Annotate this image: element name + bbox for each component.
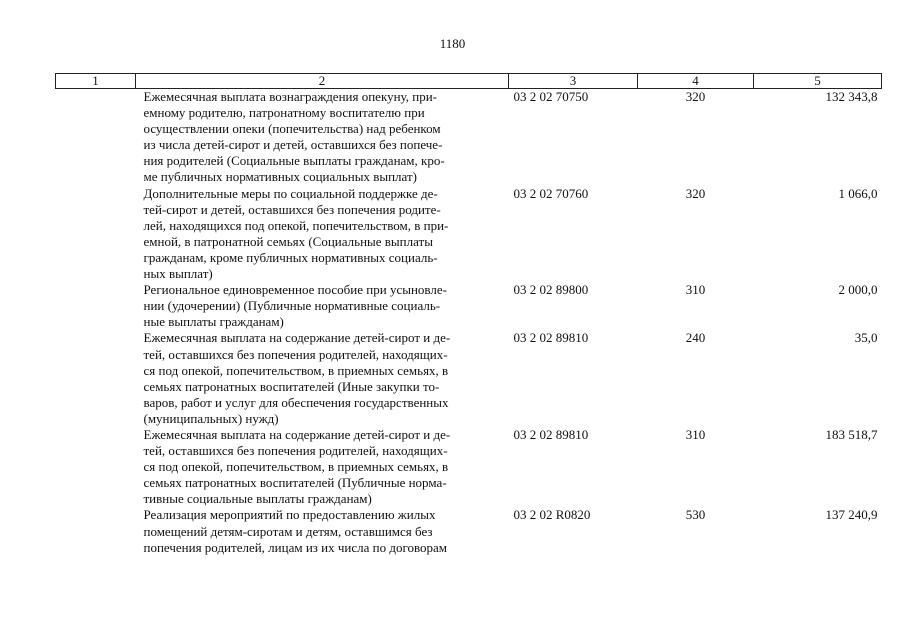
table-body <box>56 89 882 556</box>
row-name-line: гражданам, кроме публичных нормативных социаль- <box>143 249 438 265</box>
row-type: 320 <box>685 89 706 104</box>
row-name-line: ся под опекой, попечительством, в приемных семьях, в <box>143 459 449 475</box>
row-name <box>136 507 509 555</box>
row-amount: 132 343,8 <box>825 89 878 104</box>
row-name <box>136 330 509 427</box>
row-name <box>136 89 509 186</box>
header-col-3: 3 <box>509 74 638 89</box>
table-row <box>56 282 882 330</box>
row-name <box>136 282 509 330</box>
row-name-line: Ежемесячная выплата вознаграждения опекуну, при- <box>143 89 437 104</box>
row-name-line: емному родителю, патронатному воспитателю при <box>143 105 425 121</box>
row-name-line: Дополнительные меры по социальной поддержке де- <box>143 185 438 201</box>
table-row <box>56 186 882 283</box>
row-name-line: помещений детям-сиротам и детям, оставшимся без <box>143 523 433 539</box>
row-type: 240 <box>685 330 706 346</box>
row-col-1 <box>56 282 136 330</box>
row-col-1 <box>56 330 136 427</box>
row-name-line: осуществлении опеки (попечительства) над ребенком <box>143 121 441 137</box>
row-name-line: ме публичных нормативных социальных выплат) <box>143 169 417 185</box>
table-row <box>56 330 882 427</box>
row-name-line: ся под опекой, попечительством, в приемных семьях, в <box>143 362 449 378</box>
row-name-line: семьях патронатных воспитателей (Иные закупки то- <box>143 378 440 394</box>
row-name-line: ные выплаты гражданам) <box>143 314 284 330</box>
row-col-1 <box>56 507 136 555</box>
header-col-1: 1 <box>56 74 136 89</box>
row-name-line: нии (удочерении) (Публичные нормативные социаль- <box>143 298 441 314</box>
row-type: 320 <box>685 185 706 201</box>
row-type: 310 <box>685 282 706 298</box>
row-code: 03 2 02 89810 <box>513 330 589 346</box>
row-type: 310 <box>685 426 706 442</box>
row-name-line: варов, работ и услуг для обеспечения государственных <box>143 394 449 410</box>
row-type: 530 <box>685 507 706 523</box>
row-amount: 35,0 <box>854 330 878 346</box>
page-number: 1180 <box>439 36 466 51</box>
row-name-line: ния родителей (Социальные выплаты гражданам, кро- <box>143 153 445 169</box>
row-code: 03 2 02 R0820 <box>513 507 591 523</box>
row-amount: 183 518,7 <box>825 426 878 442</box>
row-amount: 137 240,9 <box>825 507 878 523</box>
row-col-1 <box>56 186 136 283</box>
row-amount: 1 066,0 <box>838 185 878 201</box>
header-col-5: 5 <box>754 74 882 89</box>
header-row <box>56 74 882 89</box>
row-code: 03 2 02 89810 <box>513 426 589 442</box>
table-row <box>56 89 882 186</box>
row-name-line: Реализация мероприятий по предоставлению жилых <box>143 507 436 523</box>
row-code: 03 2 02 70760 <box>513 185 589 201</box>
row-name-line: лей, находящихся под опекой, попечительством, в при- <box>143 217 449 233</box>
row-name <box>136 427 509 507</box>
row-col-1 <box>56 427 136 507</box>
row-name-line: (муниципальных) нужд) <box>143 410 279 426</box>
row-code: 03 2 02 70750 <box>513 89 589 104</box>
row-name-line: емной, в патронатной семьях (Социальные выплаты <box>143 233 433 249</box>
row-col-1 <box>56 89 136 186</box>
row-code: 03 2 02 89800 <box>513 282 589 298</box>
row-name <box>136 186 509 283</box>
row-name-line: Ежемесячная выплата на содержание детей-сирот и де- <box>143 330 451 346</box>
row-amount: 2 000,0 <box>838 282 878 298</box>
header-col-2: 2 <box>136 74 509 89</box>
row-name-line: Ежемесячная выплата на содержание детей-сирот и де- <box>143 426 451 442</box>
row-name-line: из числа детей-сирот и детей, оставшихся без попече- <box>143 137 443 153</box>
table-row <box>56 507 882 555</box>
table-header <box>56 74 882 89</box>
row-name-line: семьях патронатных воспитателей (Публичные норма- <box>143 475 447 491</box>
row-name-line: тей, оставшихся без попечения родителей, находящих- <box>143 443 448 459</box>
row-name-line: тивные социальные выплаты гражданам) <box>143 491 372 507</box>
row-name-line: тей, оставшихся без попечения родителей, находящих- <box>143 346 448 362</box>
header-col-4: 4 <box>638 74 754 89</box>
row-name-line: тей-сирот и детей, оставшихся без попечения родите- <box>143 201 441 217</box>
row-name-line: попечения родителей, лицам из их числа по договорам <box>143 539 448 555</box>
budget-table <box>55 73 882 556</box>
row-name-line: Региональное единовременное пособие при усыновле- <box>143 282 447 298</box>
row-name-line: ных выплат) <box>143 266 213 282</box>
table-row <box>56 427 882 507</box>
